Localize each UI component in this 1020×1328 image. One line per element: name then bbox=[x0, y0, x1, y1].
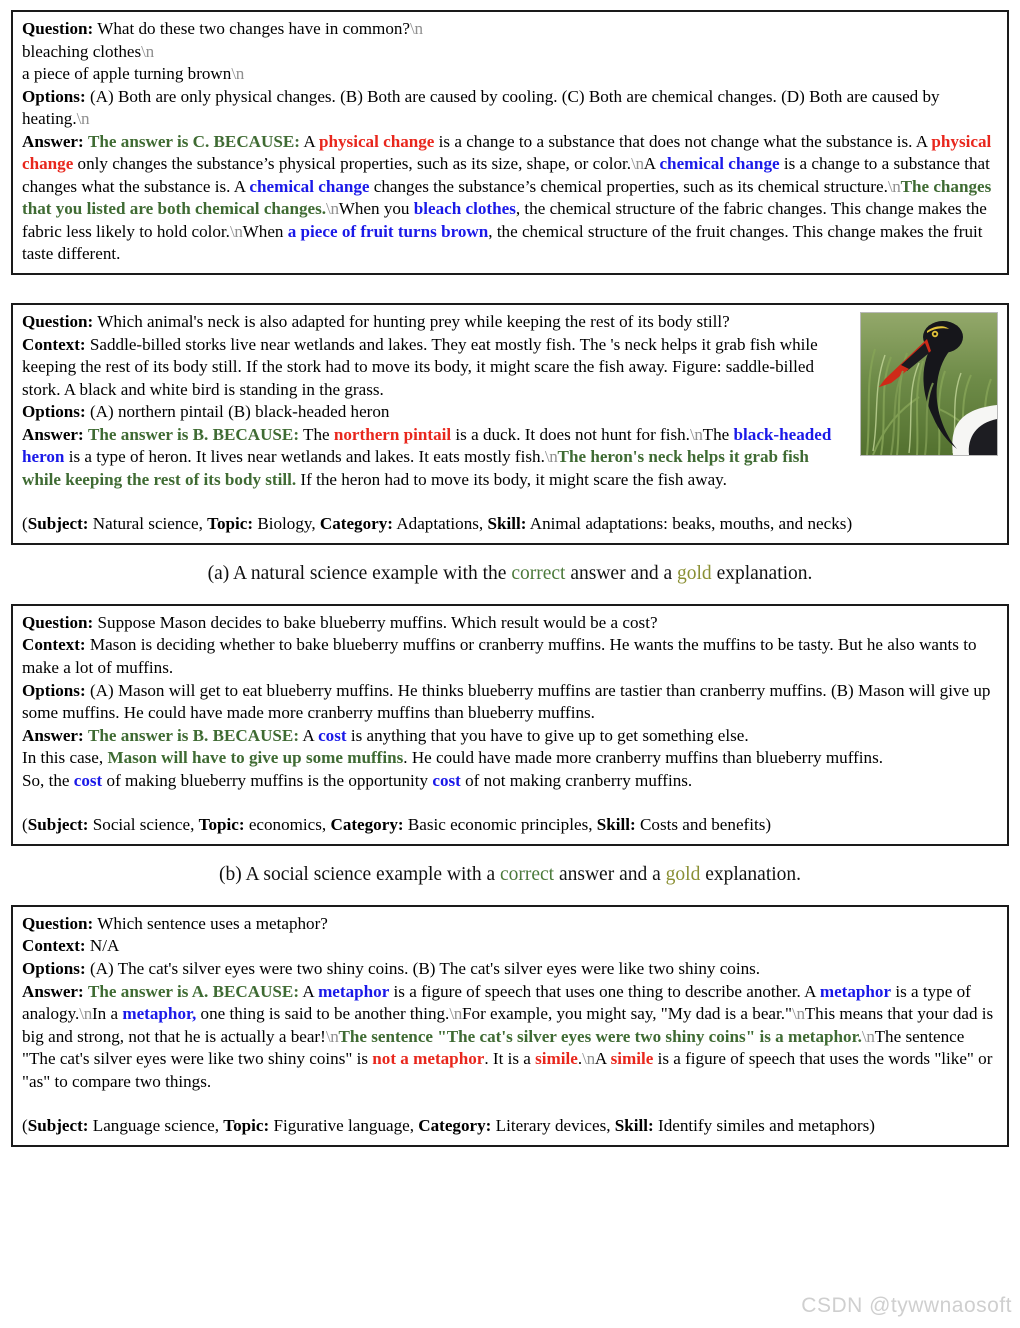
highlight-concept-term: metaphor, bbox=[122, 1004, 197, 1024]
example-body bbox=[22, 612, 998, 837]
plain-text: one thing is said to be another thing. bbox=[196, 1004, 450, 1024]
category-label: Category: bbox=[319, 514, 393, 534]
options-label: Options: bbox=[22, 680, 86, 700]
answer-lead: The answer is A. BECAUSE: bbox=[88, 981, 300, 1001]
question-extra-line bbox=[22, 63, 998, 86]
plain-text: A bbox=[643, 154, 660, 174]
highlight-incorrect-term: simile bbox=[535, 1049, 578, 1069]
caption-prefix: (b) A social science example with a bbox=[218, 863, 500, 885]
context-line bbox=[22, 334, 998, 402]
plain-text: A bbox=[594, 1049, 611, 1069]
newline-token: \n bbox=[410, 19, 423, 38]
plain-text: of not making cranberry muffins. bbox=[460, 770, 693, 790]
highlight-concept-term: cost bbox=[318, 725, 347, 745]
answer-explanation bbox=[22, 132, 991, 264]
context-line bbox=[22, 935, 998, 958]
plain-text: is a type of heron. It lives near wetlands and lakes. It eats mostly fish. bbox=[64, 447, 545, 467]
meta-sep: , bbox=[478, 514, 488, 534]
context-line bbox=[22, 634, 998, 679]
caption-b bbox=[11, 846, 1009, 905]
highlight-answer-sentence: Mason will have to give up some muffins bbox=[107, 748, 404, 768]
answer-line bbox=[22, 131, 998, 266]
topic-value: economics bbox=[248, 815, 322, 835]
answer-lead: The answer is B. BECAUSE: bbox=[88, 424, 300, 444]
skill-value: Costs and benefits bbox=[640, 815, 766, 835]
example-box-cost-muffins bbox=[11, 604, 1009, 846]
highlight-incorrect-term: northern pintail bbox=[333, 424, 452, 444]
context-label: Context: bbox=[22, 334, 86, 354]
highlight-concept-term: chemical change bbox=[249, 176, 370, 196]
subject-value: Language science bbox=[92, 1116, 215, 1136]
plain-text: . He could have made more cranberry muffins than blueberry muffins. bbox=[403, 748, 884, 768]
question-extra-line bbox=[22, 41, 998, 64]
caption-middle: answer and a bbox=[554, 863, 666, 885]
highlight-concept-term: a piece of fruit turns brown bbox=[287, 221, 489, 241]
category-value: Adaptations bbox=[396, 514, 479, 534]
question-extra-text: bleaching clothes bbox=[22, 41, 142, 61]
plain-text: This means that your dad is big and strong, not that he is actually a bear! bbox=[22, 1004, 994, 1046]
highlight-concept-term: cost bbox=[432, 770, 461, 790]
plain-text: For example, you might say, "My dad is a bear." bbox=[462, 1004, 793, 1024]
plain-text: When bbox=[242, 221, 288, 241]
newline-token: \n bbox=[231, 64, 245, 84]
newline-token: \n bbox=[325, 1026, 339, 1046]
newline-token: \n bbox=[229, 221, 243, 241]
metadata-line bbox=[22, 513, 998, 536]
plain-text: is a figure of speech that uses the words "like" or "as" to compare two things. bbox=[22, 1049, 993, 1091]
newline-token: \n bbox=[861, 1026, 875, 1046]
example-body bbox=[22, 18, 998, 266]
question-text: What do these two changes have in common? bbox=[97, 19, 411, 38]
plain-text: The bbox=[303, 424, 334, 444]
skill-value: Identify similes and metaphors bbox=[658, 1116, 870, 1136]
topic-label: Topic: bbox=[223, 1116, 270, 1136]
subject-label: Subject: bbox=[27, 514, 89, 534]
plain-text: The sentence "The cat's silver eyes were like two shiny coins" is bbox=[22, 1026, 965, 1069]
plain-text: So, the bbox=[22, 770, 74, 790]
question-extra-text: a piece of apple turning brown bbox=[22, 64, 232, 84]
answer-label: Answer: bbox=[22, 424, 84, 444]
question-text: Suppose Mason decides to bake blueberry muffins. Which result would be a cost? bbox=[97, 612, 658, 632]
spacer bbox=[11, 275, 1009, 303]
subject-value: Natural science bbox=[92, 514, 199, 534]
answer-line bbox=[22, 981, 998, 1094]
plain-text: , the chemical structure of the fruit changes. This change makes the fruit taste different. bbox=[22, 221, 983, 264]
figure-saddle-billed-stork bbox=[860, 312, 998, 456]
question-label: Question: bbox=[22, 312, 94, 332]
plain-text: , the chemical structure of the fabric changes. This change makes the fabric less likely to hold color. bbox=[22, 199, 987, 241]
category-value: Literary devices bbox=[495, 1116, 607, 1136]
metadata-line bbox=[22, 1115, 998, 1138]
meta-sep: , bbox=[606, 1116, 615, 1136]
plain-text: is a change to a substance that changes what the substance is. A bbox=[22, 154, 990, 196]
skill-label: Skill: bbox=[596, 815, 636, 835]
newline-token: \n bbox=[582, 1049, 595, 1069]
question-label: Question: bbox=[22, 19, 94, 38]
caption-gold-highlight: gold bbox=[677, 562, 712, 584]
answer-line bbox=[22, 424, 998, 492]
question-text: Which animal's neck is also adapted for hunting prey while keeping the rest of its body still? bbox=[97, 312, 730, 332]
answer-lead: The answer is B. BECAUSE: bbox=[88, 725, 300, 745]
highlight-concept-term: metaphor bbox=[819, 981, 892, 1001]
topic-value: Biology bbox=[257, 514, 312, 534]
options-text: (A) Mason will get to eat blueberry muffins. He thinks blueberry muffins are tastier than cranberry muffins. (B) Mason will give up some muffins. He could have made more cranberry muffins than blueberry muffins. bbox=[22, 680, 991, 723]
context-label: Context: bbox=[22, 635, 86, 655]
options-text: (A) northern pintail (B) black-headed heron bbox=[89, 402, 390, 422]
question-label: Question: bbox=[22, 612, 94, 632]
highlight-answer-sentence: The sentence "The cat's silver eyes were two shiny coins" is a metaphor. bbox=[338, 1026, 862, 1046]
skill-value: Animal adaptations: beaks, mouths, and necks bbox=[529, 514, 847, 534]
meta-open-paren: ( bbox=[22, 815, 28, 835]
example-box-metaphor-simile bbox=[11, 905, 1009, 1147]
question-line bbox=[22, 612, 998, 635]
example-box-stork-heron bbox=[11, 303, 1009, 545]
metadata-line bbox=[22, 814, 998, 837]
meta-sep: , bbox=[409, 1116, 419, 1136]
meta-close-paren: ) bbox=[869, 1116, 875, 1136]
question-line bbox=[22, 18, 998, 41]
plain-text: The bbox=[702, 424, 734, 444]
options-text: (A) The cat's silver eyes were two shiny coins. (B) The cat's silver eyes were like two shiny coins. bbox=[89, 958, 761, 978]
topic-value: Figurative language bbox=[273, 1116, 410, 1136]
category-label: Category: bbox=[330, 815, 404, 835]
answer-label: Answer: bbox=[22, 725, 84, 745]
meta-sep: , bbox=[198, 514, 208, 534]
plain-text: . It is a bbox=[484, 1049, 536, 1069]
answer-lead: The answer is C. BECAUSE: bbox=[88, 131, 300, 151]
plain-text: of making blueberry muffins is the opportunity bbox=[102, 770, 433, 790]
highlight-concept-term: metaphor bbox=[318, 981, 390, 1001]
plain-text: A bbox=[302, 725, 319, 745]
options-text: (A) Both are only physical changes. (B) Both are caused by cooling. (C) Both are chemical changes. (D) Both are caused by heating. bbox=[22, 86, 940, 129]
example-body bbox=[22, 311, 998, 536]
answer-label: Answer: bbox=[22, 131, 84, 151]
meta-sep: , bbox=[190, 815, 199, 835]
question-line bbox=[22, 913, 998, 936]
meta-close-paren: ) bbox=[846, 514, 853, 534]
highlight-incorrect-term: physical change bbox=[319, 131, 435, 151]
highlight-concept-term: black-headed heron bbox=[22, 424, 832, 467]
meta-sep: , bbox=[214, 1116, 224, 1136]
newline-token: \n bbox=[544, 447, 558, 467]
stork-illustration-icon bbox=[861, 313, 997, 455]
meta-open-paren: ( bbox=[22, 1116, 28, 1136]
options-label: Options: bbox=[22, 402, 86, 422]
newline-token: \n bbox=[326, 199, 339, 219]
subject-label: Subject: bbox=[27, 815, 89, 835]
highlight-incorrect-term: not a metaphor bbox=[372, 1049, 485, 1069]
subject-value: Social science bbox=[92, 815, 191, 835]
meta-sep: , bbox=[311, 514, 320, 534]
context-text: N/A bbox=[89, 936, 120, 956]
plain-text: is a duck. It does not hunt for fish. bbox=[451, 424, 690, 444]
highlight-answer-sentence: The changes that you listed are both chemical changes. bbox=[22, 176, 992, 219]
newline-token: \n bbox=[689, 424, 703, 444]
plain-text: A bbox=[302, 981, 319, 1001]
meta-close-paren: ) bbox=[765, 815, 772, 835]
question-text: Which sentence uses a metaphor? bbox=[97, 913, 328, 933]
caption-suffix: explanation. bbox=[700, 863, 802, 885]
plain-text: only changes the substance’s physical properties, such as its size, shape, or color. bbox=[73, 154, 632, 174]
plain-text: is a figure of speech that uses one thing to describe another. A bbox=[389, 981, 820, 1001]
newline-token: \n bbox=[449, 1004, 463, 1024]
plain-text: is a type of analogy. bbox=[22, 981, 971, 1024]
plain-text: A bbox=[303, 131, 319, 151]
topic-label: Topic: bbox=[198, 815, 245, 835]
newline-token: \n bbox=[792, 1004, 805, 1024]
caption-prefix: (a) A natural science example with the bbox=[207, 562, 512, 584]
options-label: Options: bbox=[22, 86, 86, 106]
plain-text: . bbox=[577, 1049, 583, 1069]
context-text: Mason is deciding whether to bake blueberry muffins or cranberry muffins. He wants the muffins to be tasty. But he also wants to make a lot of muffins. bbox=[22, 635, 977, 678]
skill-label: Skill: bbox=[614, 1116, 654, 1136]
options-label: Options: bbox=[22, 958, 86, 978]
newline-token: \n bbox=[79, 1004, 92, 1024]
example-body bbox=[22, 913, 998, 1138]
context-label: Context: bbox=[22, 936, 86, 956]
highlight-answer-sentence: The heron's neck helps it grab fish while keeping the rest of its body still. bbox=[22, 447, 809, 489]
caption-gold-highlight: gold bbox=[665, 863, 701, 885]
highlight-concept-term: bleach clothes bbox=[413, 199, 516, 219]
meta-sep: , bbox=[588, 815, 597, 835]
plain-text: If the heron had to move its body, it might scare the fish away. bbox=[296, 469, 727, 489]
answer-line bbox=[22, 725, 998, 793]
plain-text: changes the substance’s chemical properties, such as its chemical structure. bbox=[369, 176, 888, 196]
watermark: CSDN @tywwnaosoft bbox=[801, 1294, 1012, 1317]
highlight-concept-term: chemical change bbox=[659, 154, 780, 174]
meta-open-paren: ( bbox=[22, 514, 28, 534]
plain-text: In this case, bbox=[22, 748, 108, 768]
caption-a bbox=[11, 545, 1009, 604]
answer-label: Answer: bbox=[22, 981, 84, 1001]
newline-token: \n bbox=[141, 41, 154, 61]
newline-token: \n bbox=[631, 154, 644, 174]
topic-label: Topic: bbox=[207, 514, 254, 534]
highlight-incorrect-term: simile bbox=[610, 1049, 654, 1069]
options-line bbox=[22, 401, 998, 424]
plain-text: When you bbox=[338, 199, 414, 219]
options-line bbox=[22, 680, 998, 725]
context-text: Saddle-billed storks live near wetlands and lakes. They eat mostly fish. The 's neck helps it grab fish while keeping the rest of its body still. If the stork had to move its body, it might scare the fish away. Figure: saddle-billed stork. A black and white bird is standing in the grass. bbox=[22, 334, 818, 399]
example-box-physical-chemical-change bbox=[11, 10, 1009, 275]
plain-text: In a bbox=[91, 1004, 123, 1024]
category-label: Category: bbox=[418, 1116, 492, 1136]
highlight-incorrect-term: physical change bbox=[22, 131, 992, 174]
plain-text: is anything that you have to give up to get something else. bbox=[346, 725, 749, 745]
newline-token: \n bbox=[887, 176, 901, 196]
question-label: Question: bbox=[22, 913, 94, 933]
category-value: Basic economic principles bbox=[407, 815, 589, 835]
options-line bbox=[22, 958, 998, 981]
subject-label: Subject: bbox=[27, 1116, 89, 1136]
question-line bbox=[22, 311, 998, 334]
options-line bbox=[22, 86, 998, 131]
caption-correct-highlight: correct bbox=[499, 863, 555, 885]
caption-middle: answer and a bbox=[565, 562, 678, 584]
plain-text: is a change to a substance that does not change what the substance is. A bbox=[434, 131, 932, 151]
skill-label: Skill: bbox=[487, 514, 527, 534]
caption-correct-highlight: correct bbox=[511, 562, 566, 584]
newline-token: \n bbox=[76, 109, 90, 129]
caption-suffix: explanation. bbox=[711, 562, 813, 584]
meta-sep: , bbox=[321, 815, 331, 835]
highlight-concept-term: cost bbox=[73, 770, 103, 790]
